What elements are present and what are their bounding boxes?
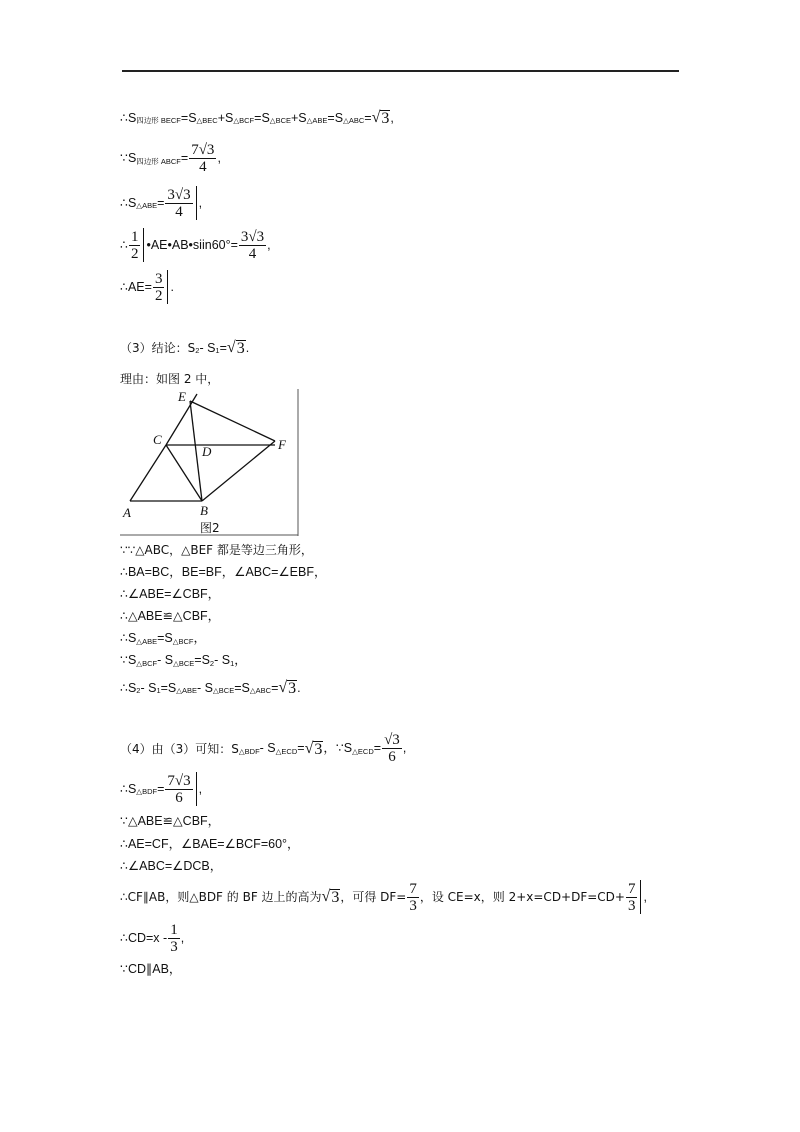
fraction: $\frac{7}{3}$ [627,880,636,914]
label-C: C [153,432,162,447]
sqrt: √ 3 [321,888,340,906]
label-B: B [200,503,208,518]
fraction: 1 2 [130,228,139,262]
figure-2-svg [120,389,300,536]
line-15: （4）由（3）可知：S △BDF - S △ECD = √ 3 ，∵S △ECD = $\frac{√3}{6}$ , [120,732,407,765]
line-20: ∴CF∥AB，则△BDF 的 BF 边上的高为 √ 3 ，可得 DF= $\frac{7}{3}$ ，设 CE=x，则 2+x=CD+DF=CD+ $\frac{7}{3}$ , [120,880,647,914]
fraction: 1 3 [170,922,178,955]
line-19: ∴∠ABC=∠DCB， [120,859,223,873]
fraction: $\frac{7√3}{4}$ [191,142,215,175]
line-4: ∴ 1 2 •AE•AB•siin60°= $\frac{3√3}{4}$ , [120,228,271,262]
line-13: ∵S △BCF - S △BCE =S 2 - S 1 ， [120,653,247,668]
fraction: $\frac{3√3}{4}$ [167,186,191,220]
fraction: $\frac{7√3}{6}$ [167,772,191,806]
fraction: $\frac{3}{2}$ [154,270,163,304]
line-8: ∵∵△ABC，△BEF 都是等边三角形， [120,543,313,557]
line-22: ∵CD∥AB， [120,962,182,976]
line-12: ∴S △ABE =S △BCF ， [120,631,207,646]
line-10: ∴∠ABE=∠CBF， [120,587,221,601]
line-18: ∴AE=CF，∠BAE=∠BCF=60°， [120,837,300,851]
line-6: （3）结论：S 2 - S 1 = √ 3 . [120,339,250,357]
fraction: $\frac{3√3}{4}$ [240,228,265,262]
label-F: F [278,437,286,452]
line-11: ∴△ABE≌△CBF， [120,609,221,623]
line-21: ∴CD=x - 1 3 , [120,922,185,955]
line-14: ∴S 2 - S 1 =S △ABE - S △BCE =S △ABC = √ 3 . [120,679,301,697]
sqrt: √ 3 [226,339,245,357]
fraction: $\frac{√3}{6}$ [384,732,400,765]
sqrt: √ 3 [278,679,297,697]
figure-caption: 图2 [200,521,220,535]
line-2: ∵S 四边形 ABCF = $\frac{7√3}{4}$ , [120,142,221,175]
geometry-figure [120,389,300,536]
line-16: ∴S △BDF = $\frac{7√3}{6}$ , [120,772,203,806]
fraction: $\frac{7}{3}$ [409,880,417,914]
line-5: ∴AE= $\frac{3}{2}$ . [120,270,174,304]
line-3: ∴S △ABE = $\frac{3√3}{4}$ , [120,186,203,220]
label-A: A [123,505,131,520]
sqrt: √ 3 [304,739,323,758]
label-D: D [202,444,212,459]
label-E: E [178,389,186,404]
line-1: ∴S 四边形 BECF =S △BEC +S △BCF =S △BCE +S △ABE =S △ABC = √ 3 , [120,109,394,127]
header-rule [122,70,679,72]
sqrt: √ 3 [371,109,390,127]
line-9: ∴BA=BC，BE=BF，∠ABC=∠EBF， [120,565,327,579]
line-17: ∵△ABE≌△CBF， [120,814,221,828]
line-7: 理由：如图 2 中， [120,372,220,386]
